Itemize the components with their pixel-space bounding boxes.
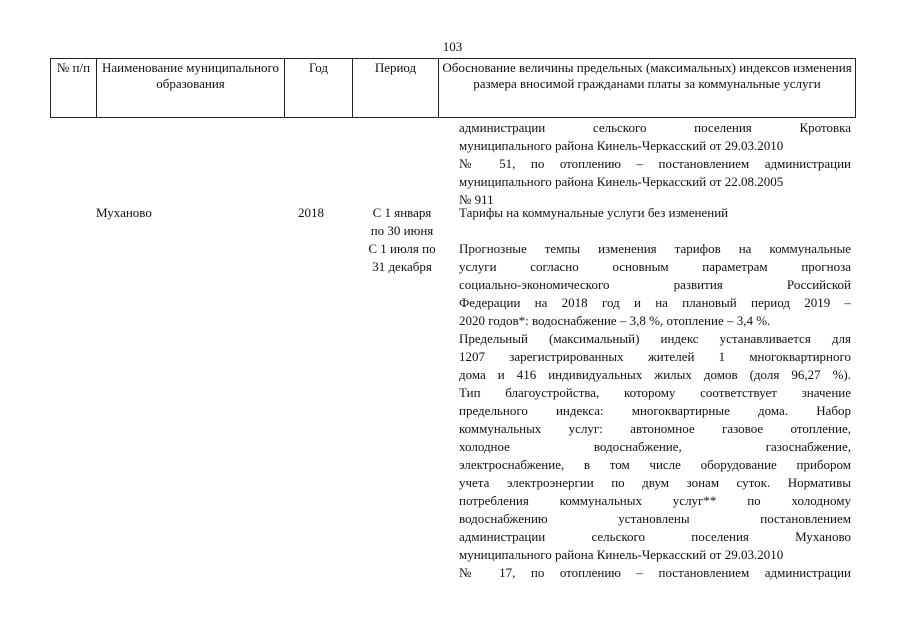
year-value: 2018 xyxy=(298,205,324,220)
header-municipality: Наименование муниципального образования xyxy=(97,59,285,118)
justification-line: 1207 зарегистрированных жителей 1 многоквартирного xyxy=(459,349,851,364)
justification-line: электроснабжение, в том числе оборудование прибором xyxy=(459,457,851,472)
justification-line: администрации сельского поселения Муханово xyxy=(459,529,851,544)
header-justification: Обоснование величины предельных (максимальных) индексов изменения размера вносимой гражданами платы за коммунальные услуги xyxy=(439,59,856,118)
justification-line: услуги согласно основным параметрам прогноза xyxy=(459,259,851,274)
period-first-half xyxy=(357,204,447,240)
header-number: № п/п xyxy=(51,59,97,118)
period-second-half xyxy=(357,240,447,276)
justification-line: Прогнозные темпы изменения тарифов на коммунальные xyxy=(459,241,851,256)
justification-line: муниципального района Кинель-Черкасский от 29.03.2010 xyxy=(459,547,784,562)
justification-line: водоснабжению установлены постановлением xyxy=(459,511,851,526)
justification-line: 2020 годов*: водоснабжение – 3,8 %, отопление – 3,4 %. xyxy=(459,313,771,328)
continuation-line: № 51, по отоплению – постановлением администрации xyxy=(459,156,851,171)
continuation-line: муниципального района Кинель-Черкасский от 29.03.2010 xyxy=(459,138,784,153)
continuation-line: муниципального района Кинель-Черкасский от 22.08.2005 xyxy=(459,174,784,189)
page-number: 103 xyxy=(442,39,463,54)
justification-line: дома и 416 индивидуальных жилых домов (доля 96,27 %). xyxy=(459,367,851,382)
continuation-line: № 911 xyxy=(459,192,494,207)
municipality-name: Муханово xyxy=(96,205,152,220)
justification-line: потребления коммунальных услуг** по холодному xyxy=(459,493,851,508)
justification-line: Федерации на 2018 год и на плановый период 2019 – xyxy=(459,295,851,310)
period-line: 31 декабря xyxy=(372,259,432,274)
justification-line: холодное водоснабжение, газоснабжение, xyxy=(459,439,851,454)
continuation-line: администрации сельского поселения Кротовка xyxy=(459,120,851,135)
table-header xyxy=(50,58,856,118)
justification-line: предельного индекса: многоквартирные дома. Набор xyxy=(459,403,851,418)
justification-line: № 17, по отоплению – постановлением администрации xyxy=(459,565,851,580)
period-line: С 1 июля по xyxy=(368,241,436,256)
justification-line: Предельный (максимальный) индекс устанавливается для xyxy=(459,331,851,346)
justification-line: коммунальных услуг: автономное газовое отопление, xyxy=(459,421,851,436)
period-line: С 1 января xyxy=(372,205,432,220)
continuation-text xyxy=(459,119,851,209)
justification-line: учета электроэнергии по двум зонам суток. Нормативы xyxy=(459,475,851,490)
justification-line: Тип благоустройства, которому соответствует значение xyxy=(459,385,851,400)
justification-forecast xyxy=(459,240,851,582)
period-line: по 30 июня xyxy=(370,223,434,238)
header-period: Период xyxy=(353,59,439,118)
justification-no-change: Тарифы на коммунальные услуги без изменений xyxy=(459,205,729,220)
header-year: Год xyxy=(285,59,353,118)
justification-line: социально-экономического развития Российской xyxy=(459,277,851,292)
